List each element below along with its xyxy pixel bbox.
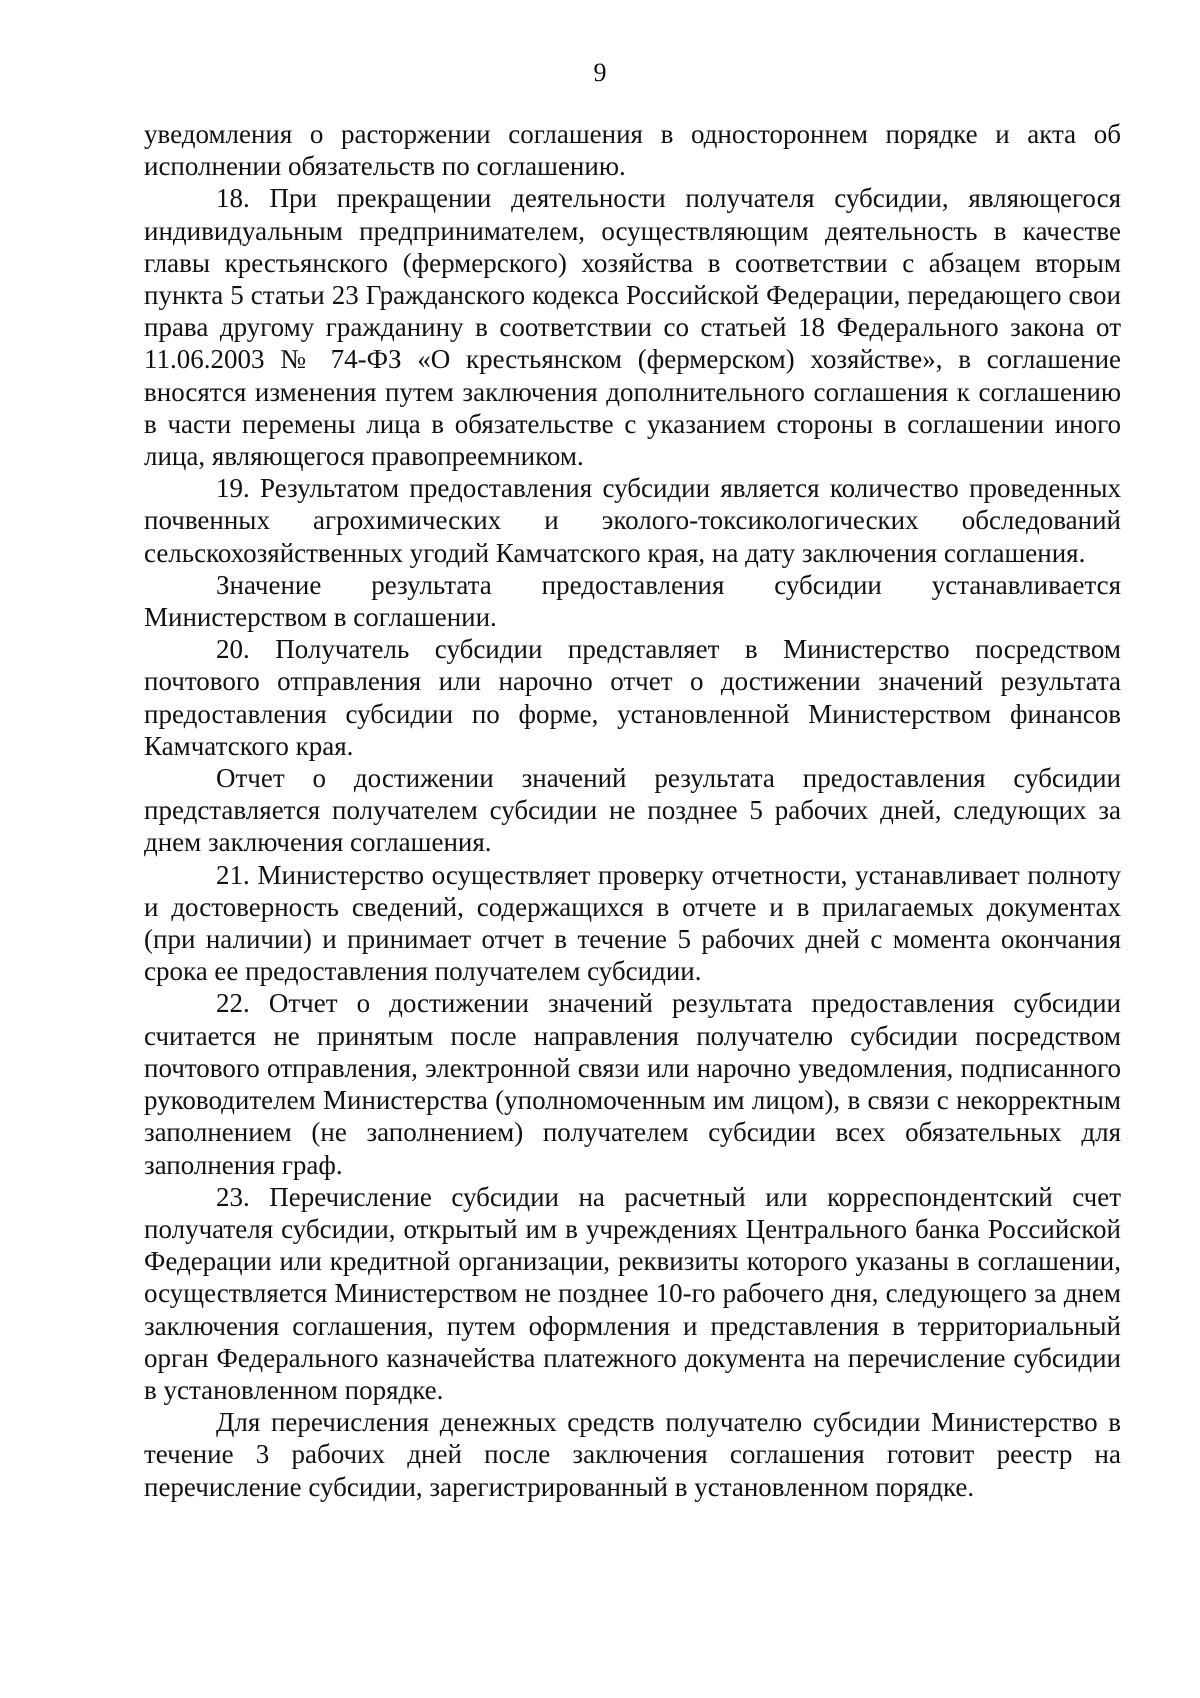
paragraph-23-transfer-register: Для перечисления денежных средств получателю субсидии Министерство в течение 3 рабочих дней после заключения соглашения готовит реестр на перечисление субсидии, зарегистрированный в установленном порядке. xyxy=(144,1407,1121,1502)
paragraph-21: 21. Министерство осуществляет проверку отчетности, устанавливает полноту и достоверность сведений, содержащихся в отчете и в прилагаемых документах (при наличии) и принимает отчет в течение 5 рабочих дней с момента окончания срока ее предоставления получателем субсидии. xyxy=(144,859,1121,987)
paragraph-22: 22. Отчет о достижении значений результата предоставления субсидии считается не принятым после направления получателю субсидии посредством почтового отправления, электронной связи или нарочно уведомления, подписанного руководителем Министерства (уполномоченным им лицом), в связи с некорректным заполнением (не заполнением) получателем субсидии всех обязательных для заполнения граф. xyxy=(144,988,1121,1180)
paragraph-18: 18. При прекращении деятельности получателя субсидии, являющегося индивидуальным предпринимателем, осуществляющим деятельность в качестве главы крестьянского (фермерского) хозяйства в соответствии с абзацем вторым пункта 5 статьи 23 Гражданского кодекса Российской Федерации, передающего свои права другому гражданину в соответствии со статьей 18 Федерального закона от 11.06.2003 № 74-ФЗ «О крестьянском (фермерском) хозяйстве», в соглашение вносятся изменения путем заключения дополнительного соглашения к соглашению в части перемены лица в обязательстве с указанием стороны в соглашении иного лица, являющегося правопреемником. xyxy=(144,183,1121,472)
paragraph-19-result-value: Значение результата предоставления субсидии устанавливается Министерством в соглашении. xyxy=(144,569,1121,633)
paragraph-23: 23. Перечисление субсидии на расчетный или корреспондентский счет получателя субсидии, открытый им в учреждениях Центрального банка Российской Федерации или кредитной организации, реквизиты которого указаны в соглашении, осуществляется Министерством не позднее 10-го рабочего дня, следующего за днем заключения соглашения, путем оформления и представления в территориальный орган Федерального казначейства платежного документа на перечисление субсидии в установленном порядке. xyxy=(144,1181,1121,1405)
paragraph-19: 19. Результатом предоставления субсидии является количество проведенных почвенных агрохимических и эколого-токсикологических обследований сельскохозяйственных угодий Камчатского края, на дату заключения соглашения. xyxy=(144,473,1121,568)
paragraph-continuation: уведомления о расторжении соглашения в одностороннем порядке и акта об исполнении обязательств по соглашению. xyxy=(144,119,1121,182)
paragraph-20-report-deadline: Отчет о достижении значений результата предоставления субсидии представляется получателем субсидии не позднее 5 рабочих дней, следующих за днем заключения соглашения. xyxy=(144,763,1121,858)
paragraph-20: 20. Получатель субсидии представляет в Министерство посредством почтового отправления или нарочно отчет о достижении значений результата предоставления субсидии по форме, установленной Министерством финансов Камчатского края. xyxy=(144,634,1121,761)
page-number: 9 xyxy=(593,58,607,87)
document-body xyxy=(144,118,1121,1503)
